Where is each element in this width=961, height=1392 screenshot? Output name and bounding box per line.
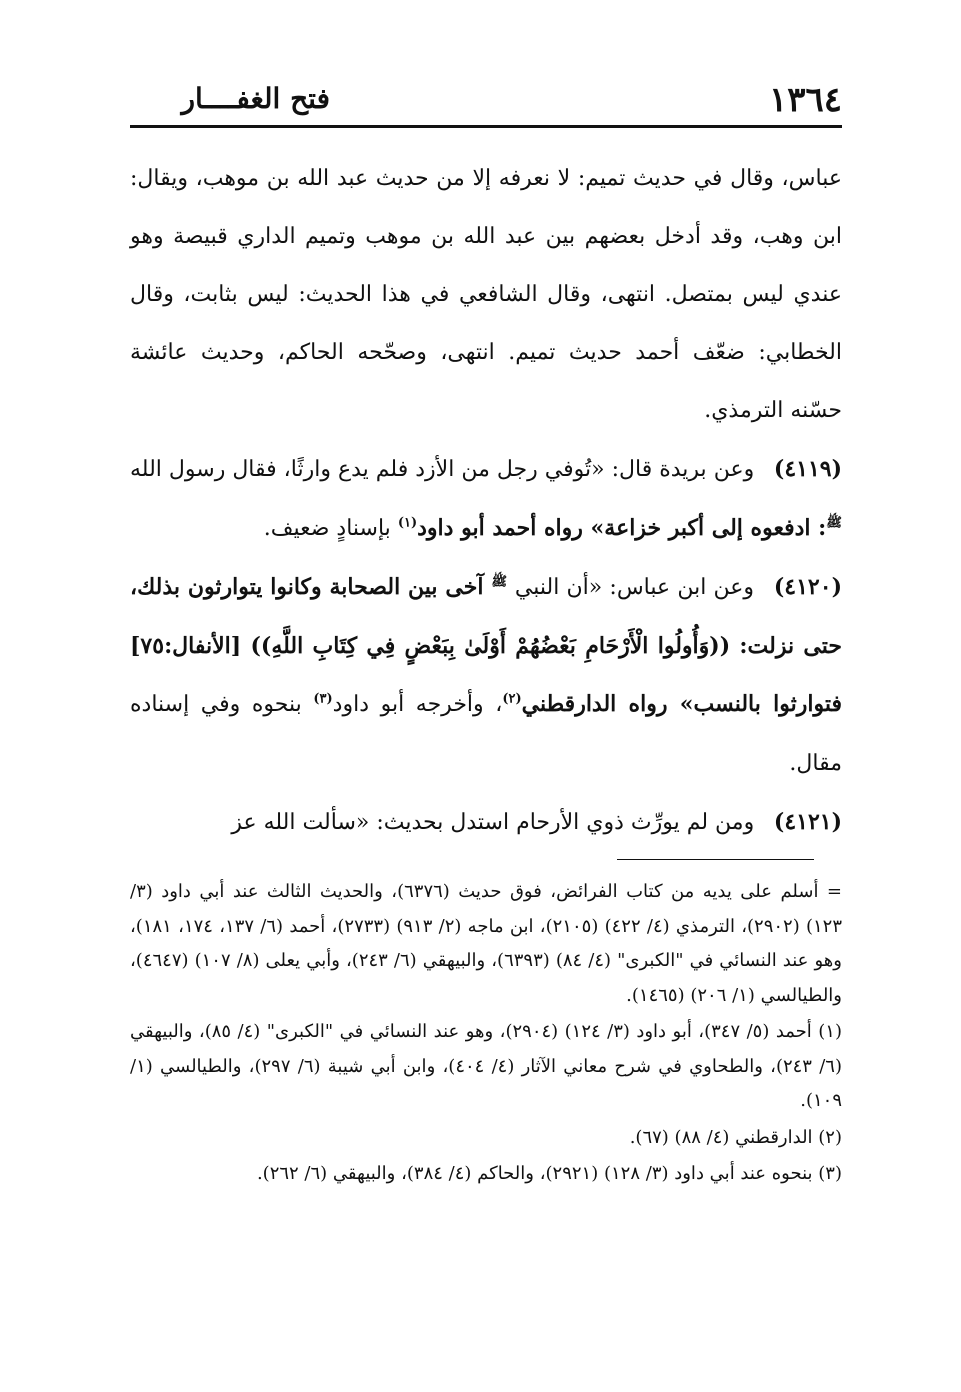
hadith-4121: [130, 793, 842, 852]
hadith-4119: [130, 440, 842, 558]
footnote-2: (٢) الدارقطني (٤/ ٨٨) (٦٧).: [629, 1126, 842, 1148]
footnote-ref: (٣): [313, 691, 333, 707]
running-title: فتح الغفــــار: [181, 82, 330, 115]
hadith-number: (٤١٢١): [773, 809, 842, 835]
main-text: [130, 150, 842, 852]
page-number: ١٣٦٤: [768, 80, 842, 120]
hadith-text: : ادفعوه إلى أكبر خزاعة» رواه أحمد أبو داود: [417, 515, 827, 541]
hadith-number: (٤١١٩): [773, 456, 842, 482]
footnote-ref: (٢): [502, 691, 522, 707]
hadith-4120: [130, 558, 842, 793]
footnotes: [130, 875, 842, 1194]
hadith-text: وعن ابن عباس: «أن النبي: [514, 575, 755, 600]
page-header: [130, 78, 842, 126]
hadith-text: بنحوه وفي إسناده مقال.: [130, 692, 842, 776]
footnote-3: (٣) بنحوه عند أبي داود (٣/ ١٢٨) (٢٩٢١)، والحاكم (٤/ ٣٨٤)، والبيهقي (٦/ ٢٦٢).: [256, 1163, 842, 1184]
footnote-ref: (١): [397, 515, 418, 531]
salutation-glyph: ﷺ: [826, 515, 842, 531]
paragraph-continuation: عباس، وقال في حديث تميم: لا نعرفه إلا من حديث عبد الله بن موهب، ويقال: ابن وهب، وقد أدخل بعضهم بين عبد الله بن موهب وتميم الداري قبيصة وهو عندي ليس بمتصل. انتهى، وقال الشافعي في هذا الحديث: ليس بثابت، وقال الخطابي: ضعّف أحمد حديث تميم. انتهى، وصحّحه الحاكم، وحديث عائشة حسّنه الترمذي.: [130, 166, 842, 423]
footnote-1: (١) أحمد (٥/ ٣٤٧)، أبو داود (٣/ ١٢٤) (٢٩٠٤)، وهو عند النسائي في "الكبرى" (٤/ ٨٥)، والبيهقي (٦/ ٢٤٣)، والطحاوي في شرح معاني الآثار (٤/ ٤٠٤)، وابن أبي شيبة (٦/ ٢٩٧)، والطيالسي (١/ ١٠٩).: [130, 1021, 842, 1111]
hadith-text: آخى بين الصحابة وكانوا يتوارثون بذلك، حتى نزلت: ((وَأُولُوا الْأَرْحَامِ بَعْضُهُمْ أَوْلَىٰ بِبَعْضٍ فِي كِتَابِ اللَّهِ)) [الأنفال:٧٥] فتوارثوا بالنسب» رواه الدارقطني: [130, 574, 842, 717]
header-rule: [130, 125, 842, 128]
hadith-text: ومن لم يورِّث ذوي الأرحام استدل بحديث: «سألت الله عز: [231, 810, 755, 835]
salutation-glyph: ﷺ: [491, 574, 508, 590]
footnote-continuation: = أسلم على يديه من كتاب الفرائض، فوق حديث (٦٣٧٦)، والحديث الثالث عند أبي داود (٣/ ١٢٣) (٢٩٠٢)، الترمذي (٤/ ٤٢٢) (٢١٠٥)، ابن ماجه (٢/ ٩١٣) (٢٧٣٣)، أحمد (٦/ ١٣٧، ١٧٤، ١٨١)، وهو عند النسائي في "الكبرى" (٤/ ٨٤) (٦٣٩٣)، والبيهقي (٦/ ٢٤٣)، وأبي يعلى (٨/ ١٠٧) (٤٦٤٧)، والطيالسي (١/ ٢٠٦) (١٤٦٥).: [130, 881, 843, 1006]
hadith-text: وعن بريدة قال: «تُوفي رجل من الأزد فلم يدع وارثًا، فقال رسول الله: [130, 457, 755, 482]
footnote-separator: [617, 859, 814, 860]
hadith-text: بإسنادٍ ضعيف.: [263, 516, 398, 541]
hadith-text: ، وأخرجه أبو داود: [332, 692, 503, 717]
hadith-number: (٤١٢٠): [773, 574, 842, 600]
